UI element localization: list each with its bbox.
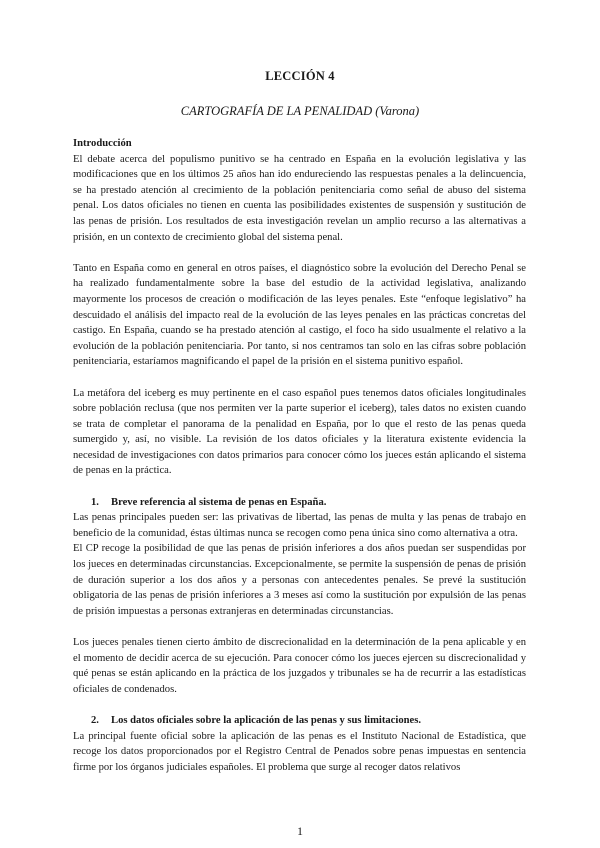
section-1-heading [91,495,526,511]
paragraph: Los jueces penales tienen cierto ámbito de discrecionalidad en la determinación de la pena aplicable y en el momento de decidir acerca de su ejecución. Para conocer cómo los jueces ejercen su discrecionalidad y qué penas se están aplicando en la práctica de los juzgados y tribunales se ha de recurrir a las estadísticas oficiales de condenados. [73,637,526,695]
lesson-subtitle: CARTOGRAFÍA DE LA PENALIDAD (Varona) [180,104,420,118]
section-2-title: Los datos oficiales sobre la aplicación de las penas y sus limitaciones. [111,714,421,726]
intro-heading: Introducción [73,138,132,149]
document-body [73,136,526,775]
lesson-title: LECCIÓN 4 [265,69,335,83]
paragraph: El CP recoge la posibilidad de que las penas de prisión inferiores a dos años puedan ser suspendidas por los jueces en determinadas circunstancias. Excepcionalmente, se permite la suspensión de penas de prisión de duración superior a los dos años y a personas con antecedentes penales. Se prevé la sustitución obligatoria de las penas de prisión inferiores a 3 meses así como la sustitución por expulsión de las penas de prisión impuestas a personas extranjeras en determinadas circunstancias. [73,543,526,617]
paragraph: La principal fuente oficial sobre la aplicación de las penas es el Instituto Nacional de Estadística, que recoge los datos proporcionados por el Registro Central de Penados sobre penas impuestas en sentencia firme por los órganos judiciales españoles. El problema que surge al recoger datos relativos [73,730,526,773]
paragraph: Las penas principales pueden ser: las privativas de libertad, las penas de multa y las penas de trabajo en beneficio de la comunidad, éstas últimas nunca se recogen como pena única sino como alternativa a otra. [73,512,526,539]
section-2-number: 2. [91,714,99,726]
section-2-heading [91,713,526,729]
section-1-number: 1. [91,496,99,508]
paragraph: El debate acerca del populismo punitivo se ha centrado en España en la evolución legislativa y las modificaciones que en los últimos 25 años han ido endureciendo las respuestas penales a la delincuencia, se ha prestado atención al crecimiento de la población penitenciaria como señal de abuso del sistema penal. Los datos oficiales no tienen en cuenta las posibilidades existentes de suspensión y sustitución de las penas de prisión. Los resultados de esta investigación revelan un amplio recurso a las alternativas a prisión, en un contexto de crecimiento global del sistema penal. [73,153,526,243]
paragraph: La metáfora del iceberg es muy pertinente en el caso español pues tenemos datos oficiales longitudinales sobre población reclusa (que nos permiten ver la parte superior el iceberg), tales datos no existen cuando se trata de completar el panorama de la penalidad en España, por lo que el resto de las penas queda sumergido y, así, no visible. La revisión de los datos oficiales y la literatura existente evidencia la necesidad de investigaciones con datos primarios para conocer cómo los jueces están aplicando el sistema de penas en la práctica. [73,387,526,477]
paragraph: Tanto en España como en general en otros países, el diagnóstico sobre la evolución del Derecho Penal se ha realizado fundamentalmente sobre la base del estudio de la actividad legislativa, analizando mayormente los procesos de creación o modificación de las leyes penales. Este “enfoque legislativo” ha descuidado el análisis del impacto real de la evolución de las leyes penales en las prácticas concretas del castigo. En España, cuando se ha prestado atención al castigo, el foco ha sido usualmente el relativo a la evolución de la población penitenciaria. Por tanto, si nos centramos tan solo en las cifras sobre población penitenciaria, estaríamos magnificando el papel de la prisión en el sistema punitivo español. [73,262,526,368]
section-1-title: Breve referencia al sistema de penas en España. [111,496,327,508]
page-number: 1 [297,824,303,838]
